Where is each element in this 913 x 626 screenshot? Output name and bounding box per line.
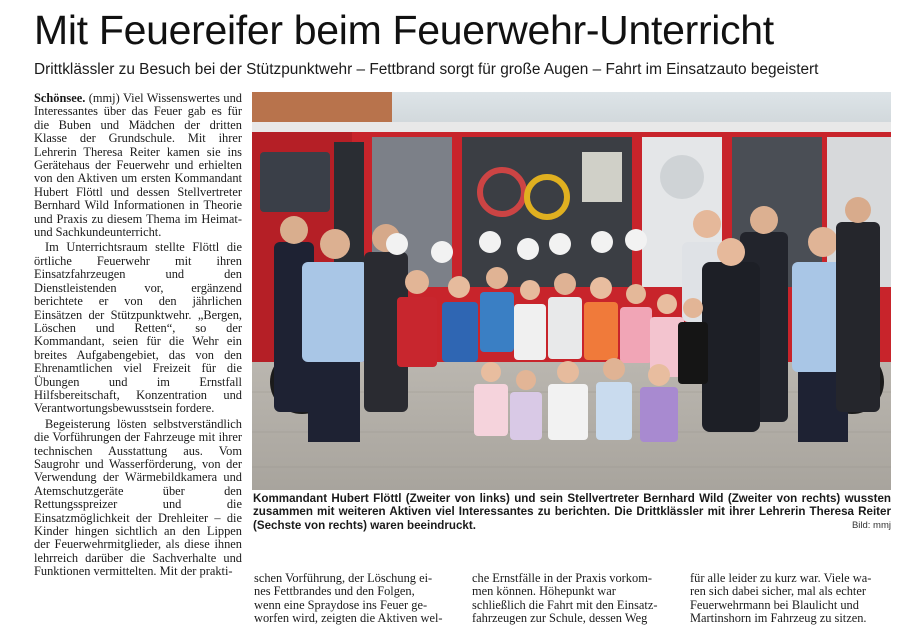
column-3-line: fahrzeugen zur Schule, dessen Weg: [472, 611, 648, 626]
photo-caption: Kommandant Hubert Flöttl (Zweiter von links) und sein Stellvertreter Bernhard Wild (Zweiter von rechts) wussten zusammen mit weiteren Aktiven viel Interessantes zu berichten. Die Drittklässler mit ihrer Lehrerin Theresa Reiter (Sechste von rechts) waren beeindruckt.: [253, 492, 891, 532]
paragraph-1: [34, 92, 242, 239]
column-4-line: ren sich dabei sicher, mal als echter: [690, 584, 866, 599]
photo-credit: Bild: mmj: [851, 520, 891, 531]
column-2-line: worfen wird, zeigten die Aktiven wel-: [254, 611, 443, 626]
column-3-line: men können. Höhepunkt war: [472, 584, 616, 599]
article-column-3: [472, 572, 672, 626]
column-2-line: wenn eine Spraydose ins Feuer ge-: [254, 597, 428, 612]
dateline: Schönsee.: [34, 91, 86, 105]
article-column-1: [34, 92, 242, 579]
article-column-4: [690, 572, 890, 626]
paragraph-1-text: (mmj) Viel Wissenswertes und Interessantes über das Feuer gab es für die Buben und Mädchen der dritten Klasse der Grundschule. Mit ihrer Lehrerin Theresa Reiter kamen sie ins Gerätehaus der Feuerwehr und erhielten von den Aktiven um ersten Kommandant Hubert Flöttl und dessen Stellvertreter Bernhard Wild Informationen in Theorie und Praxis zu diesem Thema im Heimat- und Sachkundeunterricht.: [34, 91, 242, 240]
article-column-2: [254, 572, 444, 626]
photo-illustration: [252, 92, 891, 490]
paragraph-2: Im Unterrichtsraum stellte Flöttl die örtliche Feuerwehr mit ihren Einsatzfahrzeugen und den Dienstleistenden vor, ergänzend berichtete er von den jährlichen Einsätzen der Stützpunktwehr. „Bergen, Löschen und Retten“, so der Kommandant, seien für die Wehr ein breites Aufgabengebiet, das von den Ehrenamtlichen viel Freizeit für die Übungen und im Ernstfall Hilfsbereitschaft, Konzentration und Verantwortungsbewusstsein fordere.: [34, 240, 242, 416]
column-3-line: schließlich die Fahrt mit den Einsatz-: [472, 597, 658, 612]
column-4-line: Martinshorn im Fahrzeug zu sitzen.: [690, 611, 867, 626]
column-4-line: für alle leider zu kurz war. Viele wa-: [690, 571, 872, 585]
paragraph-3: Begeisterung lösten selbstverständlich die Vorführungen der Fahrzeuge mit ihrer technischen Ausstattung aus. Vom Saugrohr und Wasserförderung, von der Verwendung der Wärmebildkamera und Atemschutzgeräte über den Rettungsspreizer und die Einsatzmöglichkeit der Drehleiter – die Kinder hingen sichtlich an den Lippen der Feuerwehrmitglieder, als diese ihnen lehrreich darüber die Sachverhalte und Funktionen vermittelten. Mit der prakti-: [34, 416, 242, 579]
headline: Mit Feuereifer beim Feuerwehr-Unterricht: [34, 7, 774, 53]
column-4-line: Feuerwehrmann bei Blaulicht und: [690, 597, 859, 612]
column-2-line: schen Vorführung, der Löschung ei-: [254, 571, 433, 585]
column-2-line: nes Fettbrandes und den Folgen,: [254, 584, 415, 599]
subheadline: Drittklässler zu Besuch bei der Stützpunktwehr – Fettbrand sorgt für große Augen – Fahrt im Einsatzauto begeistert: [34, 61, 819, 78]
column-3-line: che Ernstfälle in der Praxis vorkom-: [472, 571, 652, 585]
group-photo: [252, 92, 891, 490]
